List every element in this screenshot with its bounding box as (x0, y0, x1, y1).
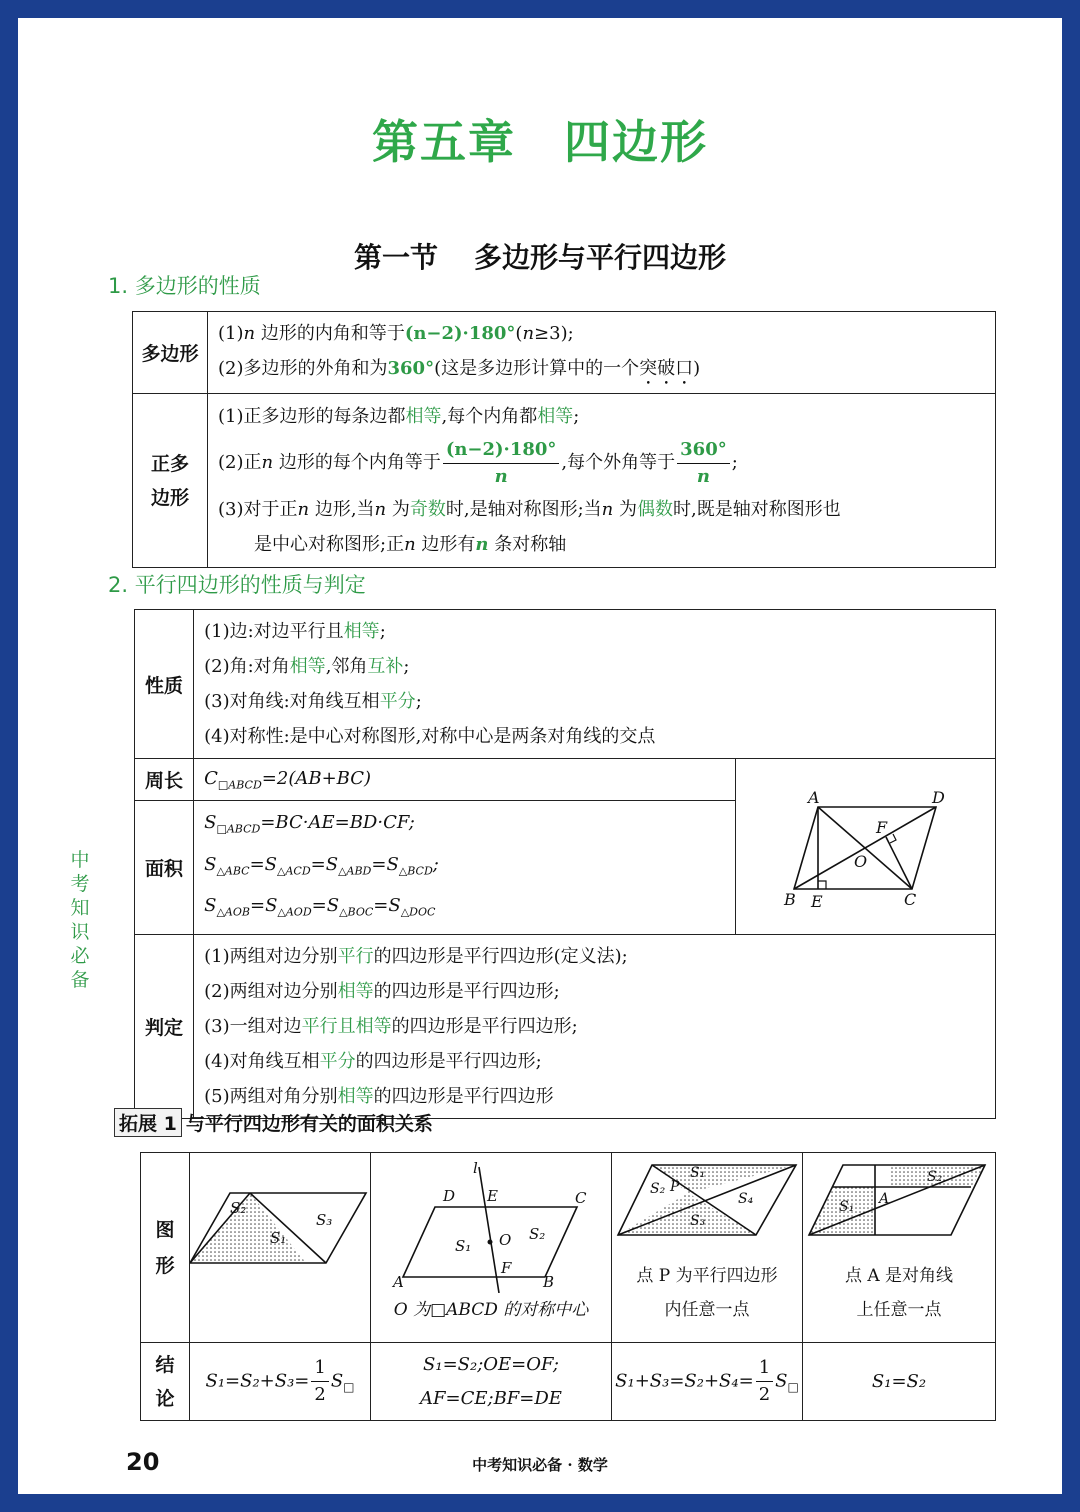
right-angle-mark (818, 881, 826, 889)
height-cf (886, 837, 912, 889)
label-s4: S₄ (738, 1191, 754, 1207)
figure-caption: O 为□ABCD 的对称中心 (393, 1300, 589, 1320)
list-item: (3)一组对边平行且相等的四边形是平行四边形; (204, 1015, 578, 1037)
regular-polygon-content (208, 394, 996, 568)
right-angle-mark (890, 834, 896, 843)
list-item: (2)两组对边分别相等的四边形是平行四边形; (204, 980, 560, 1002)
table-row (133, 312, 996, 394)
figure-interior-point (612, 1159, 802, 1259)
label-s2: S₂ (927, 1169, 943, 1185)
figure-caption: 点 P 为平行四边形 内任意一点 (636, 1266, 778, 1320)
conclusion-4: S₁=S₂ (803, 1343, 996, 1421)
list-item: (2)正n 边形的每个内角等于 $\frac{(n-2)\cdot 180^\circ}{n}$ ,每个外角等于 $\frac{360^\circ}{n}$ ; (218, 438, 738, 487)
label-s2: S₂ (650, 1181, 666, 1197)
figure-cell-2 (371, 1153, 612, 1343)
row-label-determination: 判定 (135, 934, 194, 1118)
label-s2: S₂ (230, 1199, 247, 1217)
conclusion-1: S₁=S₂+S₃= $\frac{1}{2}$ $S_□$ (190, 1343, 371, 1421)
section-name: 多边形与平行四边形 (474, 241, 727, 274)
footer: 中考知识必备 · 数学 (472, 1456, 608, 1474)
figure-cell-3 (612, 1153, 803, 1343)
list-item: (2)角:对角相等,邻角互补; (204, 656, 410, 677)
extension-title: 与平行四边形有关的面积关系 (185, 1113, 433, 1135)
table-row (135, 610, 996, 759)
polygon-properties-table (132, 311, 996, 568)
label-a: A (879, 1191, 890, 1207)
conclusion-2: S₁=S₂;OE=OF; AF=CE;BF=DE (371, 1343, 612, 1421)
chapter-number: 第五章 (372, 115, 516, 169)
label-o: O (499, 1231, 512, 1249)
figure-caption: 点 A 是对角线 上任意一点 (844, 1266, 954, 1320)
heading-parallelogram: 2. 平行四边形的性质与判定 (108, 573, 366, 597)
perimeter-formula: $C_{□ABCD}=2(AB+BC)$ (194, 759, 736, 801)
chapter-name: 四边形 (564, 115, 708, 169)
list-item: (3)对于正n 边形,当n 为奇数时,是轴对称图形;当n 为偶数时,既是轴对称图形也 (218, 499, 841, 520)
table-row (133, 394, 996, 568)
list-item: (4)对称性:是中心对称图形,对称中心是两条对角线的交点 (204, 726, 656, 747)
table-row (141, 1153, 996, 1343)
conclusion-3: S₁+S₃=S₂+S₄= $\frac{1}{2}$ $S_□$ (612, 1343, 803, 1421)
label-p: P (670, 1179, 680, 1195)
list-item: (1)n 边形的内角和等于(n−2)·180°(n≥3); (218, 323, 574, 344)
properties-content (194, 610, 996, 759)
area-relations-table (140, 1152, 996, 1421)
label-o: O (854, 852, 868, 872)
heading-polygon-properties: 1. 多边形的性质 (108, 274, 261, 298)
label-s3: S₃ (690, 1213, 706, 1229)
determination-content (194, 934, 996, 1118)
section-number: 第一节 (353, 241, 438, 274)
parallelogram-table (134, 609, 996, 1119)
label-f: F (501, 1259, 512, 1277)
figure-triangle-area (190, 1167, 370, 1287)
table-row (135, 759, 996, 801)
row-label-figure: 图 形 (141, 1153, 190, 1343)
label-c: C (904, 890, 917, 910)
parallelogram-figure (736, 759, 996, 935)
label-d: D (932, 788, 946, 808)
row-label-regular-polygon: 正多 边形 (133, 394, 208, 568)
list-item: (4)对角线互相平分的四边形是平行四边形; (204, 1050, 542, 1072)
label-s2: S₂ (529, 1225, 546, 1243)
label-f: F (876, 818, 888, 838)
label-d: D (443, 1187, 456, 1205)
page (18, 18, 1062, 1494)
list-item: (5)两组对角分别相等的四边形是平行四边形 (204, 1085, 554, 1107)
label-s1: S₁ (455, 1237, 472, 1255)
table-row (141, 1343, 996, 1421)
label-a: A (393, 1273, 404, 1291)
diagonal-bd (794, 807, 936, 889)
table-row (135, 934, 996, 1118)
chapter-title (18, 106, 1062, 172)
area-formulas (194, 801, 736, 935)
list-item: (2)多边形的外角和为360°(这是多边形计算中的一个突破口) (218, 358, 701, 379)
list-item: 是中心对称图形;正n 边形有n 条对称轴 (254, 534, 567, 555)
row-label-conclusion: 结 论 (141, 1343, 190, 1421)
label-l: l (473, 1159, 478, 1177)
list-item: (1)边:对边平行且相等; (204, 621, 386, 642)
extension-badge: 拓展 1 (114, 1108, 182, 1137)
list-item: (3)对角线:对角线互相平分; (204, 691, 422, 712)
label-a: A (808, 788, 820, 808)
label-s1: S₁ (839, 1199, 855, 1215)
row-label-area: 面积 (135, 801, 194, 935)
side-label: 中 考 知 识 必 备 (70, 849, 90, 991)
label-e: E (811, 892, 824, 912)
row-label-perimeter: 周长 (135, 759, 194, 801)
label-b: B (543, 1273, 555, 1291)
label-s1: S₁ (690, 1165, 706, 1181)
list-item: $S_{\triangle ABC}=S_{\triangle ACD}=S_{\triangle ABD}=S_{\triangle BCD}$; (204, 853, 439, 878)
figure-diagonal-point (803, 1159, 993, 1259)
label-e: E (487, 1187, 498, 1205)
label-s3: S₃ (316, 1211, 333, 1229)
figure-cell-1 (190, 1153, 371, 1343)
polygon-content (208, 312, 996, 394)
page-number: 20 (126, 1448, 160, 1476)
list-item: (1)两组对边分别平行的四边形是平行四边形(定义法); (204, 945, 628, 967)
parallelogram-diagram (736, 771, 994, 921)
figure-center-symmetry (371, 1153, 611, 1293)
label-b: B (784, 890, 797, 910)
list-item: $S_{□ABCD}=BC\cdot AE=BD\cdot CF$; (204, 812, 415, 836)
figure-cell-4 (803, 1153, 996, 1343)
list-item: $S_{\triangle AOB}=S_{\triangle AOD}=S_{\triangle BOC}=S_{\triangle DOC}$ (204, 895, 436, 919)
row-label-properties: 性质 (135, 610, 194, 759)
list-item: (1)正多边形的每条边都相等,每个内角都相等; (218, 406, 580, 427)
label-c: C (575, 1189, 587, 1207)
label-s1: S₁ (270, 1229, 287, 1247)
row-label-polygon: 多边形 (133, 312, 208, 394)
extension-heading (114, 1108, 433, 1137)
